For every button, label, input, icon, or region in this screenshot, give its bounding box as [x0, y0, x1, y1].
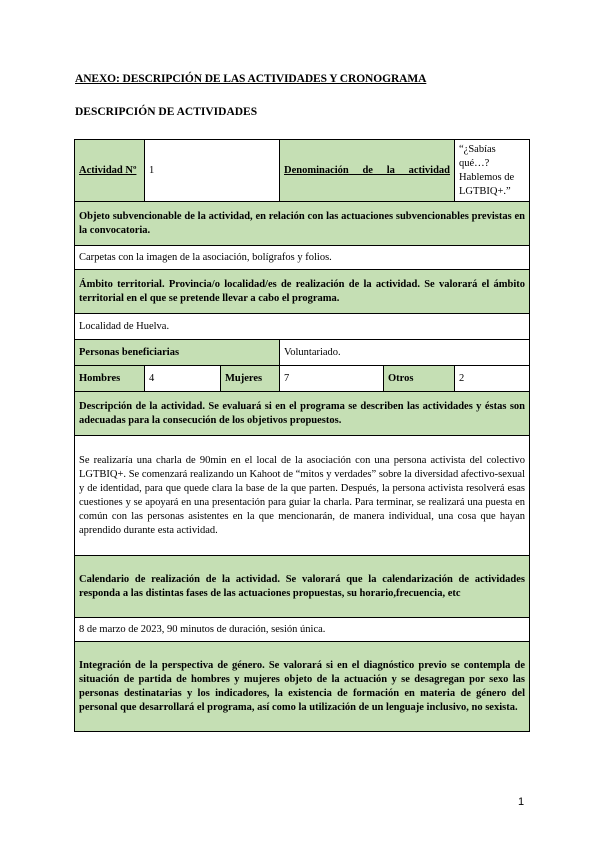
- ambito-label: Ámbito territorial. Provincia/o localidad/es de realización de la actividad. Se valorará el ámbito territorial en el que se pretende llevar a cabo el programa.: [75, 270, 530, 314]
- descripcion-label: Descripción de la actividad. Se evaluará si en el programa se describen las actividades y éstas son adecuadas para la consecución de los objetivos propuestos.: [75, 392, 530, 436]
- activity-name-line1: “¿Sabías qué…?: [459, 144, 496, 169]
- mujeres-value: 7: [280, 366, 384, 392]
- otros-value: 2: [455, 366, 530, 392]
- ambito-value: Localidad de Huelva.: [75, 314, 530, 340]
- beneficiarias-row: [75, 340, 530, 366]
- objeto-label: Objeto subvencionable de la actividad, en relación con las actuaciones subvencionables previstas en la convocatoria.: [75, 202, 530, 246]
- descripcion-value-row: [75, 436, 530, 556]
- activity-name-value: [455, 140, 530, 202]
- descripcion-value: Se realizaría una charla de 90min en el local de la asociación con una persona activista del colectivo LGTBIQ+. Se comenzará realizando un Kahoot de “mitos y verdades” sobre la diversidad afectivo-sexual y de identidad, para que quede clara la base de la que parten. Después, la persona activista resolverá esas cuestiones y se apoyará en una presentación para guiar la charla. Para terminar, se realizará una puesta en común con las personas asistentes en la que mencionarán, de manera individual, una cosa que hayan aprendido durante esta actividad.: [75, 436, 530, 556]
- hombres-value: 4: [145, 366, 221, 392]
- activity-name-label: Denominación de la actividad: [280, 140, 455, 202]
- activity-name-line2: Hablemos de LGTBIQ+.”: [459, 171, 515, 197]
- page-title: ANEXO: DESCRIPCIÓN DE LAS ACTIVIDADES Y CRONOGRAMA: [75, 73, 427, 85]
- beneficiarias-value: Voluntariado.: [280, 340, 530, 366]
- activity-form-table: [74, 139, 530, 732]
- section-title: DESCRIPCIÓN DE ACTIVIDADES: [75, 106, 258, 118]
- ambito-value-row: [75, 314, 530, 340]
- descripcion-label-row: [75, 392, 530, 436]
- calendario-label: Calendario de realización de la actividad. Se valorará que la calendarización de actividades responda a las distintas fases de las actuaciones propuestas, su horario,frecuencia, etc: [75, 556, 530, 618]
- ambito-label-row: [75, 270, 530, 314]
- sex-breakdown-row: [75, 366, 530, 392]
- objeto-value: Carpetas con la imagen de la asociación, bolígrafos y folios.: [75, 246, 530, 270]
- calendario-value: 8 de marzo de 2023, 90 minutos de duración, sesión única.: [75, 618, 530, 642]
- otros-label: Otros: [384, 366, 455, 392]
- genero-label-row: [75, 642, 530, 732]
- activity-header-row: [75, 140, 530, 202]
- genero-label: Integración de la perspectiva de género. Se valorará si en el diagnóstico previo se contempla de situación de partida de hombres y mujeres objeto de la actuación y se desagregan por sexo las personas destinatarias y los indicadores, la existencia de formación en materia de género del personal que desarrollará el programa, así como la utilización de un lenguaje inclusivo, no sexista.: [75, 642, 530, 732]
- hombres-label: Hombres: [75, 366, 145, 392]
- calendario-label-row: [75, 556, 530, 618]
- page-number: 1: [518, 796, 525, 808]
- activity-number-label: Actividad Nº: [75, 140, 145, 202]
- activity-number-value: 1: [145, 140, 280, 202]
- calendario-value-row: [75, 618, 530, 642]
- mujeres-label: Mujeres: [221, 366, 280, 392]
- objeto-value-row: [75, 246, 530, 270]
- beneficiarias-label: Personas beneficiarias: [75, 340, 280, 366]
- objeto-label-row: [75, 202, 530, 246]
